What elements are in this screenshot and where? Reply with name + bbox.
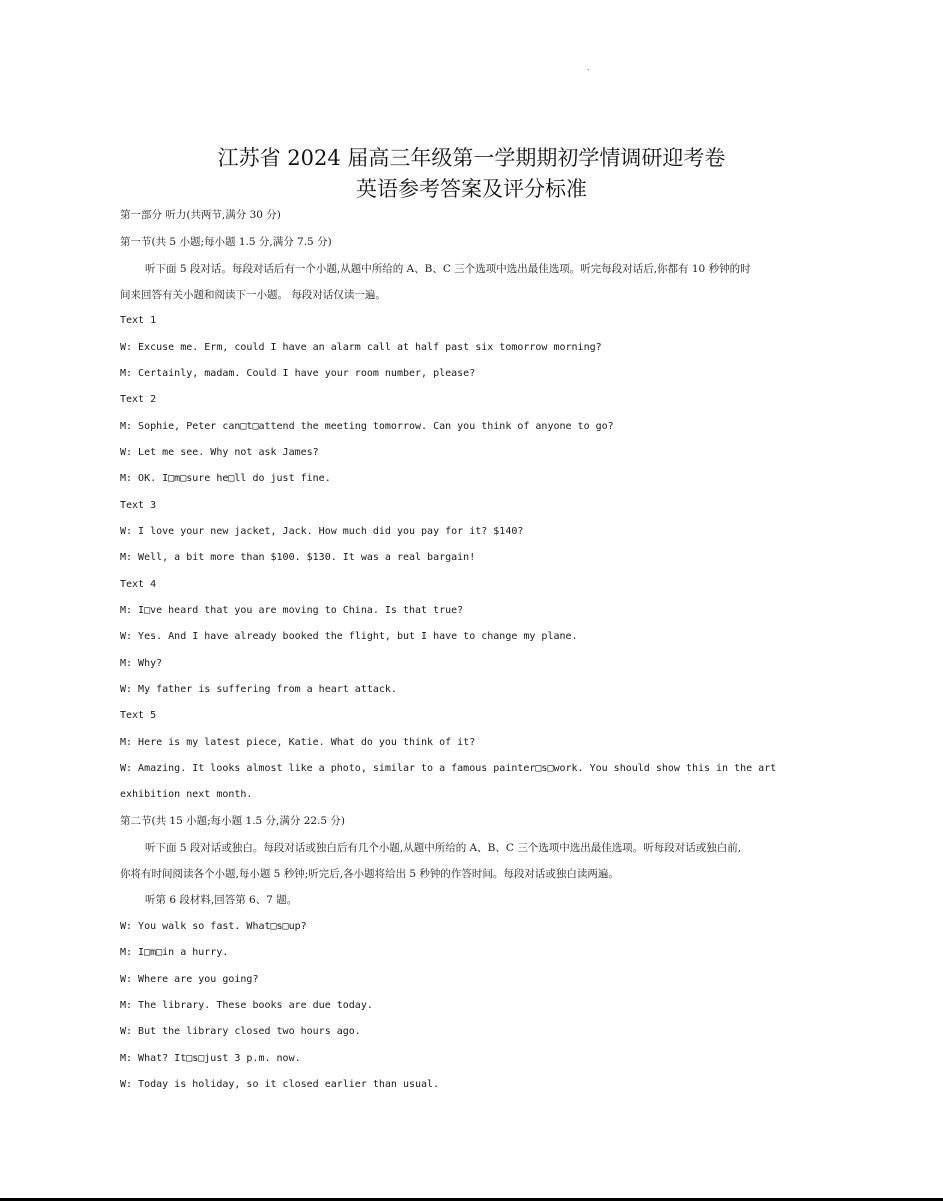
text-label: Text 2: [120, 394, 157, 405]
dialogue-line: M: OK. I□m□sure he□ll do just fine.: [120, 473, 331, 484]
material-heading: 听第 6 段材料,回答第 6、7 题。: [145, 894, 298, 906]
header-dot: .: [587, 63, 590, 72]
document-title: 江苏省 2024 届高三年级第一学期期初学情调研迎考卷: [217, 146, 726, 170]
dialogue-line: W: But the library closed two hours ago.: [120, 1026, 361, 1037]
dialogue-line: M: I□ve heard that you are moving to China. Is that true?: [120, 605, 464, 616]
dialogue-line: M: I□m□in a hurry.: [120, 947, 229, 958]
text-label: Text 4: [120, 579, 157, 590]
section-heading: 第二节(共 15 小题;每小题 1.5 分,满分 22.5 分): [120, 815, 346, 827]
dialogue-line: M: Why?: [120, 658, 163, 669]
instruction-text: 听下面 5 段对话或独白。每段对话或独白后有几个小题,从题中所给的 A、B、C 三个选项中选出最佳选项。听每段对话或独白前,: [145, 842, 742, 854]
text-label: Text 1: [120, 315, 157, 326]
text-label: Text 5: [120, 710, 157, 721]
dialogue-line: W: Today is holiday, so it closed earlier than usual.: [120, 1079, 440, 1090]
part-heading: 第一部分 听力(共两节,满分 30 分): [120, 209, 281, 221]
dialogue-line: W: Yes. And I have already booked the flight, but I have to change my plane.: [120, 631, 578, 642]
dialogue-line: M: Here is my latest piece, Katie. What do you think of it?: [120, 737, 476, 748]
dialogue-line: W: I love your new jacket, Jack. How much did you pay for it? $140?: [120, 526, 524, 537]
text-label: Text 3: [120, 500, 157, 511]
dialogue-line: M: Well, a bit more than $100. $130. It was a real bargain!: [120, 552, 476, 563]
instruction-text: 你将有时间阅读各个小题,每小题 5 秒钟;听完后,各小题将给出 5 秒钟的作答时间。每段对话或独白读两遍。: [120, 868, 619, 880]
dialogue-line: W: Where are you going?: [120, 974, 259, 985]
instruction-text: 间来回答有关小题和阅读下一小题。 每段对话仅读一遍。: [120, 289, 386, 301]
dialogue-line: W: You walk so fast. What□s□up?: [120, 921, 307, 932]
dialogue-line: M: What? It□s□just 3 p.m. now.: [120, 1053, 301, 1064]
dialogue-line: M: Sophie, Peter can□t□attend the meeting tomorrow. Can you think of anyone to go?: [120, 421, 614, 432]
dialogue-line: exhibition next month.: [120, 789, 253, 800]
dialogue-line: W: Excuse me. Erm, could I have an alarm call at half past six tomorrow morning?: [120, 342, 602, 353]
dialogue-line: W: Let me see. Why not ask James?: [120, 447, 319, 458]
instruction-text: 听下面 5 段对话。每段对话后有一个小题,从题中所给的 A、B、C 三个选项中选出最佳选项。听完每段对话后,你都有 10 秒钟的时: [145, 263, 751, 275]
dialogue-line: W: Amazing. It looks almost like a photo, similar to a famous painter□s□work. You should show this in the art: [120, 763, 777, 774]
section-heading: 第一节(共 5 小题;每小题 1.5 分,满分 7.5 分): [120, 236, 332, 248]
dialogue-line: W: My father is suffering from a heart attack.: [120, 684, 397, 695]
document-subtitle: 英语参考答案及评分标准: [356, 177, 587, 201]
dialogue-line: M: The library. These books are due today.: [120, 1000, 373, 1011]
dialogue-line: M: Certainly, madam. Could I have your room number, please?: [120, 368, 476, 379]
